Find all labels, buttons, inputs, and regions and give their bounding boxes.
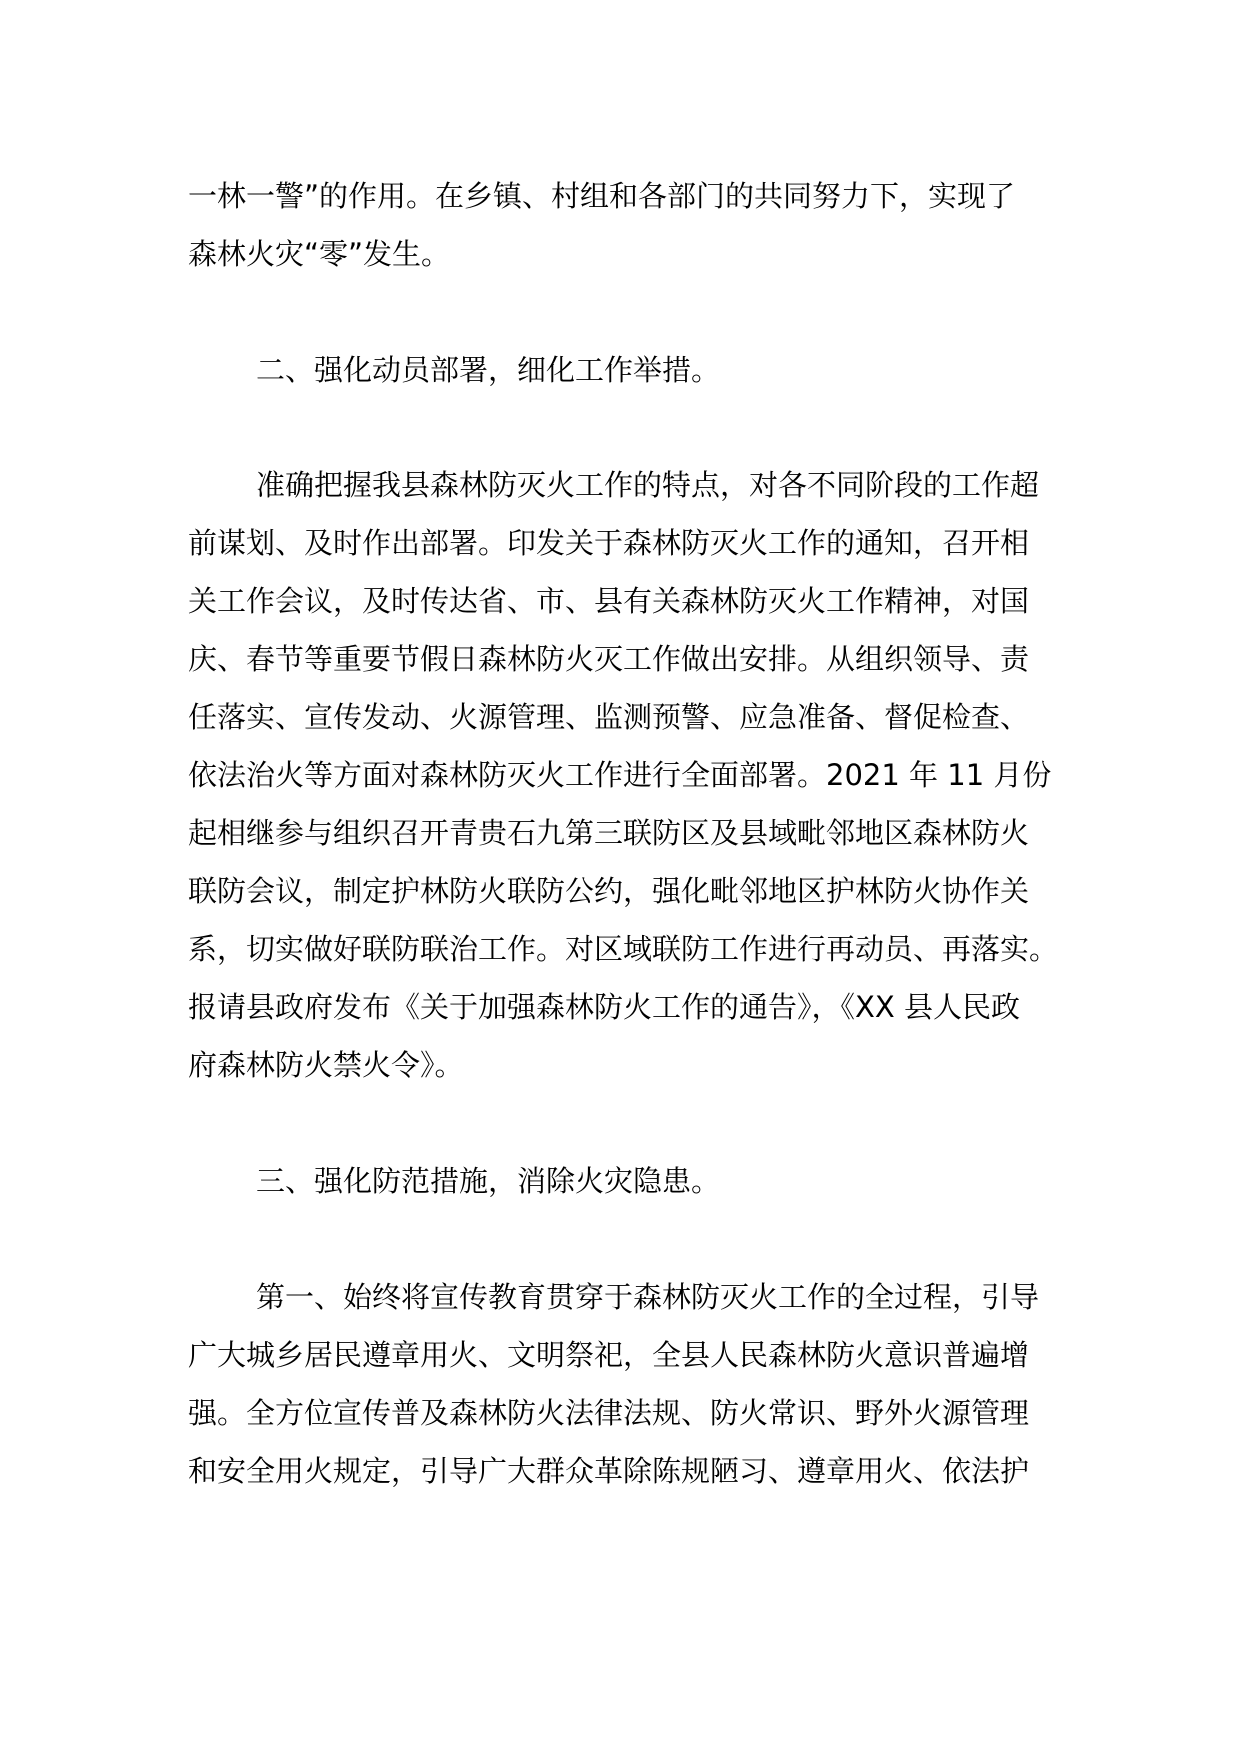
paragraph-line: 广大城乡居民遵章用火、文明祭祀，全县人民森林防火意识普遍增 — [188, 1338, 1030, 1372]
paragraph-line: 和安全用火规定，引导广大群众革除陈规陋习、遵章用火、依法护 — [188, 1454, 1030, 1488]
paragraph-line: 前谋划、及时作出部署。印发关于森林防灭火工作的通知，召开相 — [188, 526, 1030, 560]
paragraph-line: 系，切实做好联防联治工作。对区域联防工作进行再动员、再落实。 — [188, 932, 1059, 966]
paragraph-line: 庆、春节等重要节假日森林防火灭工作做出安排。从组织领导、责 — [188, 642, 1030, 676]
paragraph-line: 起相继参与组织召开青贵石九第三联防区及县域毗邻地区森林防火 — [188, 816, 1030, 850]
paragraph-line: 准确把握我县森林防灭火工作的特点，对各不同阶段的工作超 — [256, 468, 1040, 502]
paragraph-line: 联防会议，制定护林防火联防公约，强化毗邻地区护林防火协作关 — [188, 874, 1030, 908]
section-heading-3: 三、强化防范措施，消除火灾隐患。 — [256, 1164, 721, 1198]
paragraph-line: 报请县政府发布《关于加强森林防火工作的通告》，《XX 县人民政 — [188, 990, 1020, 1024]
paragraph-line: 依法治火等方面对森林防灭火工作进行全面部署。2021 年 11 月份 — [188, 758, 1052, 792]
paragraph-line: 第一、始终将宣传教育贯穿于森林防灭火工作的全过程，引导 — [256, 1280, 1040, 1314]
section-heading-2: 二、强化动员部署，细化工作举措。 — [256, 353, 721, 387]
paragraph-line: 任落实、宣传发动、火源管理、监测预警、应急准备、督促检查、 — [188, 700, 1030, 734]
paragraph-line: 森林火灾“零”发生。 — [188, 237, 451, 271]
paragraph-line: 关工作会议，及时传达省、市、县有关森林防灭火工作精神，对国 — [188, 584, 1030, 618]
paragraph-line: 一林一警”的作用。在乡镇、村组和各部门的共同努力下，实现了 — [188, 179, 1016, 213]
paragraph-line: 强。全方位宣传普及森林防火法律法规、防火常识、野外火源管理 — [188, 1396, 1030, 1430]
paragraph-line: 府森林防火禁火令》。 — [188, 1048, 464, 1082]
